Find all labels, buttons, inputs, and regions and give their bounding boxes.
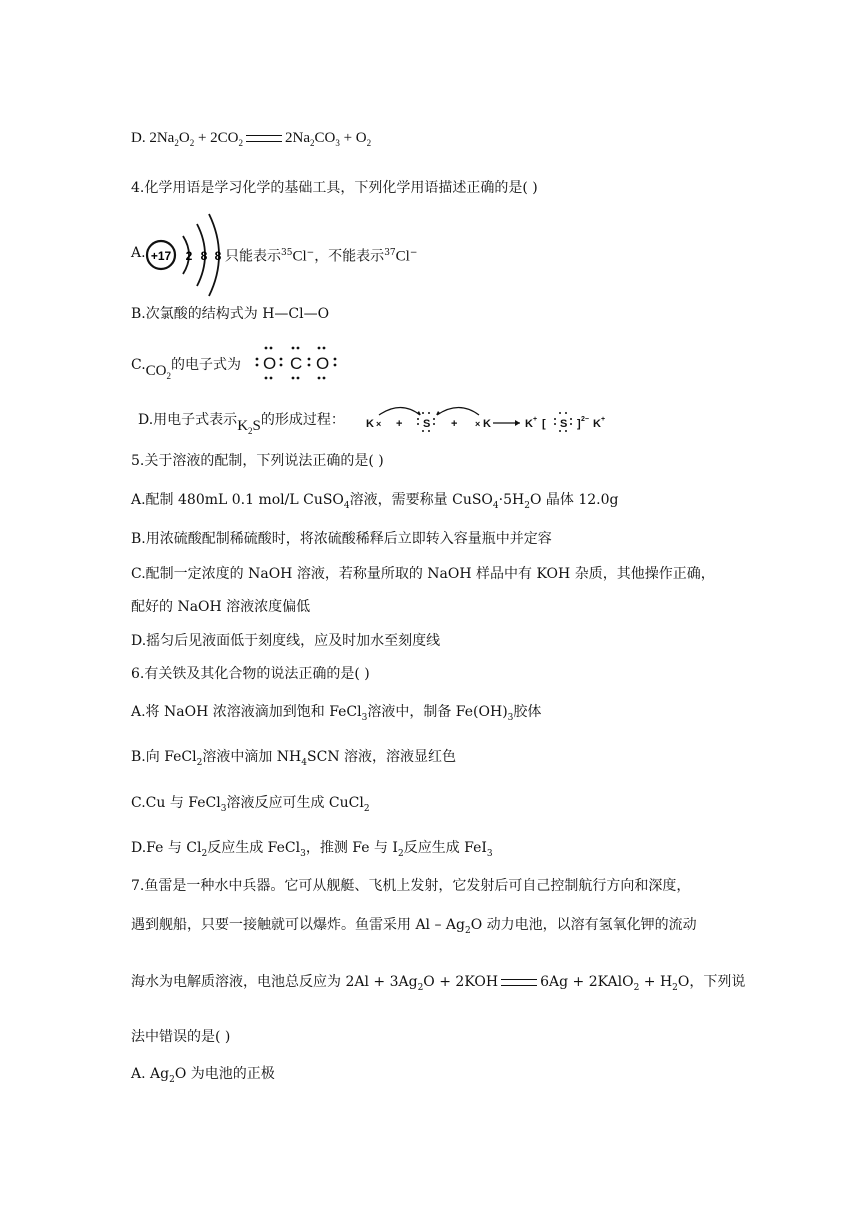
lewis-atom-o1: O xyxy=(263,354,277,373)
svg-text:×: × xyxy=(475,419,481,429)
formula: $CO_2$ xyxy=(145,363,172,381)
q4-stem: 4.化学用语是学习化学的基础工具，下列化学用语描述正确的是( ) xyxy=(131,180,538,196)
q5-option-c-line1: C.配制一定浓度的 NaOH 溶液，若称量所取的 NaOH 样品中有 KOH 杂质，其他操作正确， xyxy=(131,566,715,582)
text: 只能表示 xyxy=(225,248,281,265)
mass-number: 35 xyxy=(281,248,293,258)
q4-option-d xyxy=(138,410,345,435)
q5-option-b: B.用浓硫酸配制稀硫酸时，将浓硫酸稀释后立即转入容量瓶中并定容 xyxy=(131,531,552,547)
q5-option-c-line2: 配好的 NaOH 溶液浓度偏低 xyxy=(131,599,311,615)
q7-stem-line3: 海水为电解质溶液，电池总反应为 $2Al + 3Ag_2O + 2KOH$ 6Ag + 2KAlO$_2$ + $H_2O$，下列说 xyxy=(131,974,746,993)
q3-option-d xyxy=(131,128,371,153)
q6-option-a: A.将 NaOH 浓溶液滴加到饱和 FeCl$_3$溶液中，制备 $Fe(OH)_3$胶体 xyxy=(131,704,542,723)
svg-text:+: + xyxy=(533,416,538,423)
q4-option-a-text: 只能表示$^{35}$Cl−，不能表示$^{37}$Cl− xyxy=(225,248,418,265)
svg-text:]: ] xyxy=(577,418,581,430)
svg-text:[: [ xyxy=(542,418,546,430)
option-label: C. xyxy=(131,357,146,373)
chlorine-atom-structure-diagram xyxy=(143,210,225,300)
lewis-atom-o2: O xyxy=(316,354,330,373)
q7-stem-line1: 7.鱼雷是一种水中兵器。它可从舰艇、飞机上发射，它发射后可自己控制航行方向和深度， xyxy=(131,878,691,894)
svg-text:×: × xyxy=(376,419,382,429)
shell-electrons-1: 2 xyxy=(185,249,193,263)
q4-option-c xyxy=(131,355,241,380)
q6-option-b: B.向 FeCl$_2$溶液中滴加 $NH_4SCN$ 溶液，溶液显红色 xyxy=(131,749,457,768)
k-atom-2: K xyxy=(483,418,491,430)
lewis-atom-c: C xyxy=(290,354,303,373)
text: 的形成过程： xyxy=(260,412,345,428)
product-k1: K xyxy=(525,418,533,430)
q6-option-c: C.Cu 与 FeCl$_3$溶液反应可生成 CuCl$_2$ xyxy=(131,795,370,814)
text: D.用电子式表示 xyxy=(138,412,238,428)
svg-text:+: + xyxy=(601,416,606,423)
q7-stem-line2: 遇到舰船，只要一接触就可以爆炸。鱼雷采用 Al – $Ag_2O$ 动力电池，以溶有氢氧化钾的流动 xyxy=(131,917,697,936)
svg-text:+: + xyxy=(451,418,458,430)
element-symbol: Cl xyxy=(395,248,410,265)
electron-transfer-arrow-1 xyxy=(379,408,420,416)
shell-electrons-2: 8 xyxy=(200,249,208,263)
co2-lewis-structure xyxy=(254,342,340,384)
q7-stem-line4: 法中错误的是( ) xyxy=(131,1029,231,1045)
equation: $2Na_2O_2 + 2CO_2$ $2Na_2CO_3 + O_2$ xyxy=(149,130,372,148)
nucleus-charge: +17 xyxy=(150,249,172,263)
text: 的电子式为 xyxy=(171,357,242,373)
shell-electrons-3: 8 xyxy=(214,249,222,263)
formula: $K_2S$ xyxy=(237,418,261,436)
electron-transfer-arrow-2 xyxy=(437,408,479,416)
text: ，不能表示 xyxy=(314,248,385,265)
element-symbol: Cl xyxy=(292,248,307,265)
q6-option-d: D.Fe 与 $Cl_2$反应生成 FeCl$_3$，推测 Fe 与 $I_2$反应生成 FeI$_3$ xyxy=(131,840,493,859)
s-atom: S xyxy=(423,418,431,430)
q5-stem: 5.关于溶液的配制，下列说法正确的是( ) xyxy=(131,453,384,469)
product-k2: K xyxy=(593,418,601,430)
product-s: S xyxy=(560,418,568,430)
q5-option-d: D.摇匀后见液面低于刻度线，应及时加水至刻度线 xyxy=(131,633,441,649)
option-label: D. xyxy=(131,130,150,146)
k-atom-1: K xyxy=(366,418,374,430)
q5-option-a: A.配制 480mL 0.1 mol/L CuSO$_4$溶液，需要称量 $CuSO_4\cdot 5H_2O$ 晶体 12.0g xyxy=(131,492,619,511)
svg-text:+: + xyxy=(396,418,403,430)
equals-sign xyxy=(501,979,537,986)
q4-option-b: B.次氯酸的结构式为 H—Cl—O xyxy=(131,306,330,322)
svg-text:2−: 2− xyxy=(581,416,589,423)
k2s-formation-diagram xyxy=(363,402,613,434)
q7-option-a: A. $Ag_2O$ 为电池的正极 xyxy=(131,1066,275,1085)
option-label: A. xyxy=(131,245,146,261)
q6-stem: 6.有关铁及其化合物的说法正确的是( ) xyxy=(131,666,370,682)
mass-number: 37 xyxy=(384,248,396,258)
